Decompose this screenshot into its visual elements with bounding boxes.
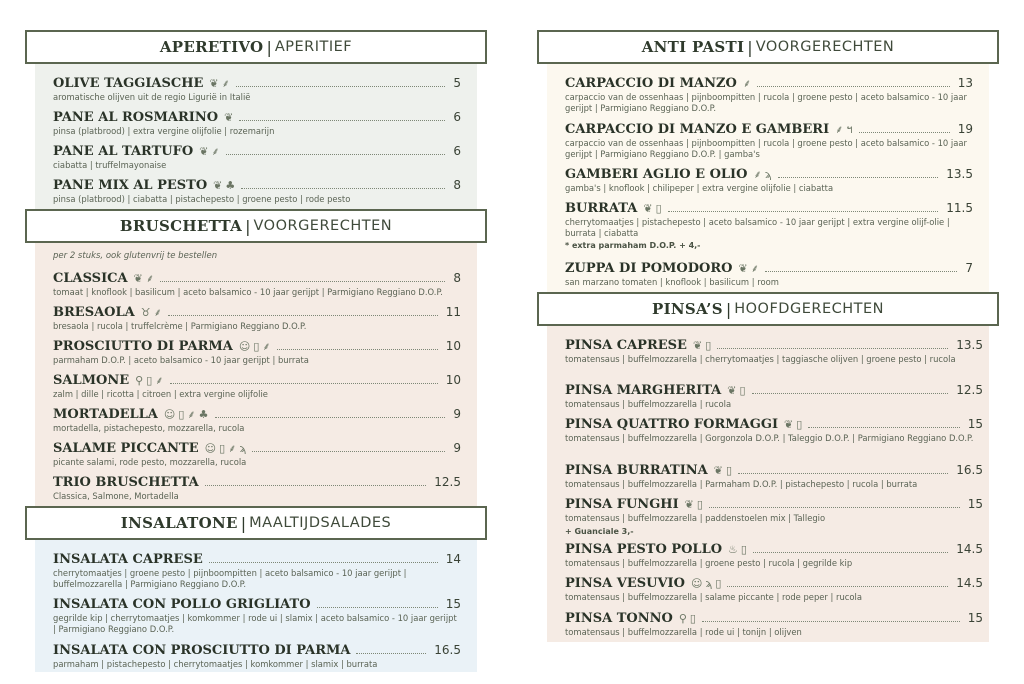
item-row bbox=[53, 339, 461, 355]
wheat-icon: ⸙ bbox=[155, 374, 164, 387]
menu-item bbox=[565, 576, 983, 603]
wheat-icon: ⸙ bbox=[221, 77, 230, 90]
aperetivo-header bbox=[25, 30, 487, 64]
dot-leader bbox=[668, 211, 939, 212]
item-name: CLASSICA bbox=[53, 271, 128, 286]
item-row bbox=[53, 407, 461, 423]
item-name: CARPACCIO DI MANZO bbox=[565, 76, 737, 91]
item-description: tomatensaus | buffelmozzarella | cherrytomaatjes | taggiasche olijven | groene pesto | rucola bbox=[565, 354, 956, 364]
wheat-icon: ⸙ bbox=[835, 123, 844, 136]
item-description: pinsa (platbrood) | extra vergine olijfolie | rozemarijn bbox=[53, 126, 275, 136]
item-name: INSALATA CON POLLO GRIGLIATO bbox=[53, 597, 311, 612]
item-price: 15 bbox=[967, 417, 983, 431]
menu-item bbox=[565, 201, 973, 251]
leaf-icon: ❦ bbox=[684, 498, 694, 511]
pig-icon: ☺ bbox=[163, 408, 176, 421]
item-description: Classica, Salmone, Mortadella bbox=[53, 491, 179, 501]
item-price: 13.5 bbox=[946, 167, 973, 181]
menu-item bbox=[53, 305, 461, 332]
allergen-icons bbox=[743, 78, 751, 90]
leaf-icon: ❦ bbox=[209, 77, 219, 90]
fish-icon: ⚲ bbox=[135, 374, 144, 387]
section-title: BRUSCHETTA bbox=[119, 217, 243, 235]
milk-icon: ▯ bbox=[740, 543, 747, 556]
item-description: tomatensaus | buffelmozzarella | rode ui | tonijn | olijven bbox=[565, 627, 802, 637]
allergen-icons bbox=[134, 273, 154, 285]
milk-icon: ▯ bbox=[253, 340, 260, 353]
section-separator: | bbox=[240, 513, 247, 533]
item-row bbox=[565, 76, 973, 92]
allergen-icons bbox=[199, 146, 219, 158]
item-description: tomatensaus | buffelmozzarella | rucola bbox=[565, 399, 732, 409]
item-description: bresaola | rucola | truffelcrème | Parmigiano Reggiano D.O.P. bbox=[53, 321, 307, 331]
leaf-icon: ❦ bbox=[713, 464, 723, 477]
item-description: tomatensaus | buffelmozzarella | groene pesto | rucola | gegrilde kip bbox=[565, 558, 853, 568]
dot-leader bbox=[765, 271, 957, 272]
item-description: zalm | dille | ricotta | citroen | extra vergine olijfolie bbox=[53, 389, 268, 399]
dot-leader bbox=[236, 86, 445, 87]
item-price: 6 bbox=[453, 110, 461, 124]
menu-item bbox=[53, 110, 461, 137]
allergen-icons bbox=[685, 499, 703, 511]
menu-item bbox=[53, 271, 461, 298]
leaf-icon: ❦ bbox=[643, 202, 653, 215]
item-name: PINSA FUNGHI bbox=[565, 497, 679, 512]
dot-leader bbox=[356, 653, 426, 654]
pig-icon: ☺ bbox=[238, 340, 251, 353]
insalatone-header bbox=[25, 506, 487, 540]
section-title: ANTI PASTI bbox=[641, 38, 745, 56]
item-price: 16.5 bbox=[956, 463, 983, 477]
allergen-icons bbox=[164, 409, 209, 421]
item-name: OLIVE TAGGIASCHE bbox=[53, 76, 204, 91]
chili-icon: ϡ bbox=[705, 577, 713, 590]
dot-leader bbox=[859, 132, 950, 133]
item-row bbox=[53, 552, 461, 568]
allergen-icons bbox=[213, 180, 235, 192]
menu-item bbox=[565, 463, 983, 490]
item-row bbox=[53, 271, 461, 287]
item-name: BRESAOLA bbox=[53, 305, 135, 320]
menu-item bbox=[53, 178, 461, 205]
item-description: tomatensaus | buffelmozzarella | Parmaham D.O.P. | pistachepesto | rucola | burrata bbox=[565, 479, 918, 489]
allergen-icons bbox=[224, 112, 233, 124]
allergen-icons bbox=[738, 263, 758, 275]
item-name: PANE MIX AL PESTO bbox=[53, 178, 208, 193]
dot-leader bbox=[168, 315, 438, 316]
item-row bbox=[53, 110, 461, 126]
item-description: carpaccio van de ossenhaas | pijnboompitten | rucola | groene pesto | aceto balsamico - 10 jaar gerijpt | Parmigiano Reggiano D.O.P. | gamba's bbox=[565, 138, 967, 159]
item-price: 11 bbox=[445, 305, 461, 319]
chili-icon: ϡ bbox=[239, 442, 247, 455]
allergen-icons bbox=[714, 465, 732, 477]
dot-leader bbox=[717, 348, 948, 349]
item-description: ciabatta | truffelmayonaise bbox=[53, 160, 167, 170]
item-description: san marzano tomaten | knoflook | basilicum | room bbox=[565, 277, 779, 287]
menu-item bbox=[53, 475, 461, 502]
item-row bbox=[565, 338, 983, 354]
item-row bbox=[565, 576, 983, 592]
item-description: parmaham | pistachepesto | cherrytomaatjes | komkommer | slamix | burrata bbox=[53, 659, 378, 669]
item-description: mortadella, pistachepesto, mozzarella, rucola bbox=[53, 423, 245, 433]
item-price: 14.5 bbox=[956, 542, 983, 556]
item-row bbox=[565, 497, 983, 513]
item-row bbox=[53, 475, 461, 491]
milk-icon: ▯ bbox=[696, 498, 703, 511]
allergen-icons bbox=[728, 544, 747, 556]
item-name: SALAME PICCANTE bbox=[53, 441, 199, 456]
milk-icon: ▯ bbox=[219, 442, 226, 455]
menu-item bbox=[565, 542, 983, 569]
item-description: tomatensaus | buffelmozzarella | paddenstoelen mix | Tallegio bbox=[565, 513, 826, 523]
allergen-icons bbox=[753, 169, 771, 181]
leaf-icon: ❦ bbox=[213, 179, 223, 192]
allergen-icons bbox=[141, 307, 162, 319]
item-row bbox=[565, 417, 983, 433]
pig-icon: ☺ bbox=[204, 442, 217, 455]
wheat-icon: ⸙ bbox=[750, 262, 759, 275]
item-name: ZUPPA DI POMODORO bbox=[565, 261, 733, 276]
wheat-icon: ⸙ bbox=[145, 272, 155, 285]
item-price: 10 bbox=[445, 373, 461, 387]
milk-icon: ▯ bbox=[796, 418, 803, 431]
item-name: MORTADELLA bbox=[53, 407, 158, 422]
allergen-icons bbox=[835, 124, 852, 136]
item-name: BURRATA bbox=[565, 201, 638, 216]
item-name: PINSA QUATTRO FORMAGGI bbox=[565, 417, 779, 432]
allergen-icons bbox=[693, 340, 711, 352]
menu-item bbox=[53, 339, 461, 366]
dot-leader bbox=[241, 188, 445, 189]
bruschetta-note: per 2 stuks, ook glutenvrij te bestellen bbox=[53, 251, 218, 261]
dot-leader bbox=[277, 349, 438, 350]
dot-leader bbox=[738, 473, 948, 474]
leaf-icon: ❦ bbox=[784, 418, 794, 431]
section-subtitle: APERITIEF bbox=[274, 39, 353, 55]
dot-leader bbox=[226, 154, 446, 155]
allergen-icons bbox=[679, 613, 696, 625]
dot-leader bbox=[170, 383, 438, 384]
section-subtitle: MAALTIJDSALADES bbox=[249, 515, 392, 531]
menu-item bbox=[565, 497, 983, 537]
item-description: gegrilde kip | cherrytomaatjes | komkommer | rode ui | slamix | aceto balsamico - 10 jaar gerijpt | Parmigiano Reggiano D.O.P. bbox=[53, 613, 457, 634]
wheat-icon: ⸙ bbox=[211, 145, 220, 158]
item-name: PINSA BURRATINA bbox=[565, 463, 708, 478]
item-description: cherrytomaatjes | pistachepesto | aceto balsamico - 10 jaar gerijpt | extra vergine olijf-olie | burrata | ciabatta bbox=[565, 217, 950, 238]
item-description: tomatensaus | buffelmozzarella | Gorgonzola D.O.P. | Taleggio D.O.P. | Parmigiano Reggiano D.O.P. bbox=[565, 433, 974, 443]
item-price: 8 bbox=[453, 271, 461, 285]
bruschetta-header bbox=[25, 209, 487, 243]
menu-item bbox=[53, 144, 461, 171]
item-price: 7 bbox=[965, 261, 973, 275]
milk-icon: ▯ bbox=[146, 374, 153, 387]
milk-icon: ▯ bbox=[726, 464, 733, 477]
item-row bbox=[565, 611, 983, 627]
item-description: carpaccio van de ossenhaas | pijnboompitten | rucola | groene pesto | aceto balsamico - 10 jaar gerijpt | Parmigiano Reggiano D.O.P. bbox=[565, 92, 967, 113]
wheat-icon: ⸙ bbox=[742, 77, 752, 90]
menu-item bbox=[53, 441, 461, 468]
item-extra: * extra parmaham D.O.P. + 4,- bbox=[565, 241, 701, 250]
item-row bbox=[565, 463, 983, 479]
section-separator: | bbox=[245, 216, 251, 236]
item-description: tomatensaus | buffelmozzarella | salame piccante | rode peper | rucola bbox=[565, 592, 862, 602]
antipasti-header bbox=[537, 30, 999, 64]
pig-icon: ☺ bbox=[690, 577, 703, 590]
item-row bbox=[53, 373, 461, 389]
item-description: gamba's | knoflook | chilipeper | extra vergine olijfolie | ciabatta bbox=[565, 183, 834, 193]
allergen-icons bbox=[239, 341, 271, 353]
leaf-icon: ❦ bbox=[738, 262, 748, 275]
item-name: PINSA VESUVIO bbox=[565, 576, 685, 591]
item-name: PINSA CAPRESE bbox=[565, 338, 687, 353]
section-separator: | bbox=[725, 299, 732, 319]
milk-icon: ▯ bbox=[178, 408, 185, 421]
menu-item bbox=[53, 373, 461, 400]
item-extra: + Guanciale 3,- bbox=[565, 526, 634, 536]
item-name: INSALATA CON PROSCIUTTO DI PARMA bbox=[53, 643, 351, 658]
item-row bbox=[565, 201, 973, 217]
item-row bbox=[53, 643, 461, 659]
item-name: SALMONE bbox=[53, 373, 130, 388]
section-title: APERETIVO bbox=[159, 38, 264, 56]
dot-leader bbox=[239, 120, 445, 121]
wheat-icon: ⸙ bbox=[153, 306, 162, 319]
item-price: 14.5 bbox=[956, 576, 983, 590]
dot-leader bbox=[757, 86, 950, 87]
wheat-icon: ⸙ bbox=[753, 168, 762, 181]
leaf-icon: ❦ bbox=[199, 145, 209, 158]
item-name: GAMBERI AGLIO E OLIO bbox=[565, 167, 748, 182]
dot-leader bbox=[209, 562, 438, 563]
chili-icon: ϡ bbox=[764, 168, 772, 181]
item-name: INSALATA CAPRESE bbox=[53, 552, 203, 567]
item-price: 9 bbox=[453, 441, 461, 455]
fish-icon: ⚲ bbox=[678, 612, 687, 625]
item-name: PROSCIUTTO DI PARMA bbox=[53, 339, 233, 354]
dot-leader bbox=[778, 177, 939, 178]
section-separator: | bbox=[747, 37, 753, 57]
wheat-icon: ⸙ bbox=[228, 442, 237, 455]
item-price: 6 bbox=[453, 144, 461, 158]
menu-item bbox=[53, 643, 461, 670]
leaf-icon: ❦ bbox=[727, 384, 737, 397]
item-price: 19 bbox=[957, 122, 973, 136]
item-name: PANE AL TARTUFO bbox=[53, 144, 194, 159]
menu-item bbox=[53, 76, 461, 103]
item-name: PANE AL ROSMARINO bbox=[53, 110, 219, 125]
item-price: 14 bbox=[445, 552, 461, 566]
menu-item bbox=[565, 417, 983, 444]
allergen-icons bbox=[135, 375, 163, 387]
pinsas-header bbox=[537, 292, 999, 326]
dot-leader bbox=[317, 607, 438, 608]
section-title: INSALATONE bbox=[120, 514, 238, 532]
item-price: 11.5 bbox=[946, 201, 973, 215]
item-description: tomaat | knoflook | basilicum | aceto balsamico - 10 jaar gerijpt | Parmigiano Reggiano D.O.P. bbox=[53, 287, 443, 297]
milk-icon: ▯ bbox=[739, 384, 746, 397]
item-row bbox=[53, 441, 461, 457]
dot-leader bbox=[808, 427, 959, 428]
item-price: 13 bbox=[957, 76, 973, 90]
allergen-icons bbox=[784, 419, 802, 431]
dot-leader bbox=[215, 417, 446, 418]
item-price: 16.5 bbox=[434, 643, 461, 657]
section-separator: | bbox=[266, 37, 272, 57]
menu-item bbox=[565, 122, 973, 159]
item-name: PINSA MARGHERITA bbox=[565, 383, 722, 398]
allergen-icons bbox=[727, 385, 745, 397]
menu-item bbox=[53, 552, 461, 589]
item-description: pinsa (platbrood) | ciabatta | pistachepesto | groene pesto | rode pesto bbox=[53, 194, 351, 204]
wheat-icon: ⸙ bbox=[187, 408, 196, 421]
section-subtitle: HOOFDGERECHTEN bbox=[734, 301, 884, 317]
chicken-icon: ♨ bbox=[728, 543, 738, 556]
wheat-icon: ⸙ bbox=[262, 340, 271, 353]
item-row bbox=[565, 542, 983, 558]
menu-item bbox=[565, 167, 973, 194]
item-price: 12.5 bbox=[956, 383, 983, 397]
item-description: aromatische olijven uit de regio Ligurië in Italië bbox=[53, 92, 251, 102]
item-row bbox=[565, 383, 983, 399]
dot-leader bbox=[702, 621, 960, 622]
leaf-icon: ❦ bbox=[692, 339, 703, 352]
dot-leader bbox=[753, 552, 948, 553]
section-title: PINSA’S bbox=[651, 300, 723, 318]
milk-icon: ▯ bbox=[655, 202, 662, 215]
item-row bbox=[53, 144, 461, 160]
cow-icon: ♉ bbox=[140, 306, 151, 319]
item-row bbox=[53, 597, 461, 613]
menu-item bbox=[565, 383, 983, 410]
menu-item bbox=[565, 611, 983, 638]
menu-item bbox=[565, 261, 973, 288]
item-price: 10 bbox=[445, 339, 461, 353]
milk-icon: ▯ bbox=[715, 577, 722, 590]
dot-leader bbox=[752, 393, 949, 394]
item-description: parmaham D.O.P. | aceto balsamico - 10 jaar gerijpt | burrata bbox=[53, 355, 309, 365]
item-price: 15 bbox=[967, 611, 983, 625]
allergen-icons bbox=[205, 443, 247, 455]
item-row bbox=[53, 76, 461, 92]
dot-leader bbox=[160, 281, 445, 282]
item-name: TRIO BRUSCHETTA bbox=[53, 475, 199, 490]
item-description: cherrytomaatjes | groene pesto | pijnboompitten | aceto balsamico - 10 jaar gerijpt | buffelmozzarella | Parmigiano Reggiano D.O.P. bbox=[53, 568, 407, 589]
nut-icon: ♣ bbox=[225, 179, 236, 192]
item-price: 13.5 bbox=[956, 338, 983, 352]
shrimp-icon: ฯ bbox=[846, 123, 853, 136]
item-price: 12.5 bbox=[434, 475, 461, 489]
allergen-icons bbox=[691, 578, 721, 590]
item-name: CARPACCIO DI MANZO E GAMBERI bbox=[565, 122, 830, 137]
item-row bbox=[53, 305, 461, 321]
milk-icon: ▯ bbox=[705, 339, 712, 352]
menu-item bbox=[565, 76, 973, 113]
item-row bbox=[565, 261, 973, 277]
item-row bbox=[53, 178, 461, 194]
leaf-icon: ❦ bbox=[133, 272, 143, 285]
item-price: 9 bbox=[453, 407, 461, 421]
dot-leader bbox=[727, 586, 948, 587]
allergen-icons bbox=[209, 78, 229, 90]
milk-icon: ▯ bbox=[689, 612, 696, 625]
item-row bbox=[565, 122, 973, 138]
dot-leader bbox=[709, 507, 960, 508]
section-subtitle: VOORGERECHTEN bbox=[253, 218, 393, 234]
menu-item bbox=[565, 338, 983, 365]
nut-icon: ♣ bbox=[198, 408, 209, 421]
leaf-icon: ❦ bbox=[224, 111, 234, 124]
item-description: picante salami, rode pesto, mozzarella, rucola bbox=[53, 457, 247, 467]
section-subtitle: VOORGERECHTEN bbox=[755, 39, 895, 55]
allergen-icons bbox=[643, 203, 661, 215]
item-price: 8 bbox=[453, 178, 461, 192]
menu-item bbox=[53, 597, 461, 634]
menu-item bbox=[53, 407, 461, 434]
item-name: PINSA TONNO bbox=[565, 611, 673, 626]
item-row bbox=[565, 167, 973, 183]
item-price: 15 bbox=[967, 497, 983, 511]
dot-leader bbox=[252, 451, 445, 452]
item-price: 5 bbox=[453, 76, 461, 90]
dot-leader bbox=[205, 485, 427, 486]
item-name: PINSA PESTO POLLO bbox=[565, 542, 723, 557]
item-price: 15 bbox=[445, 597, 461, 611]
